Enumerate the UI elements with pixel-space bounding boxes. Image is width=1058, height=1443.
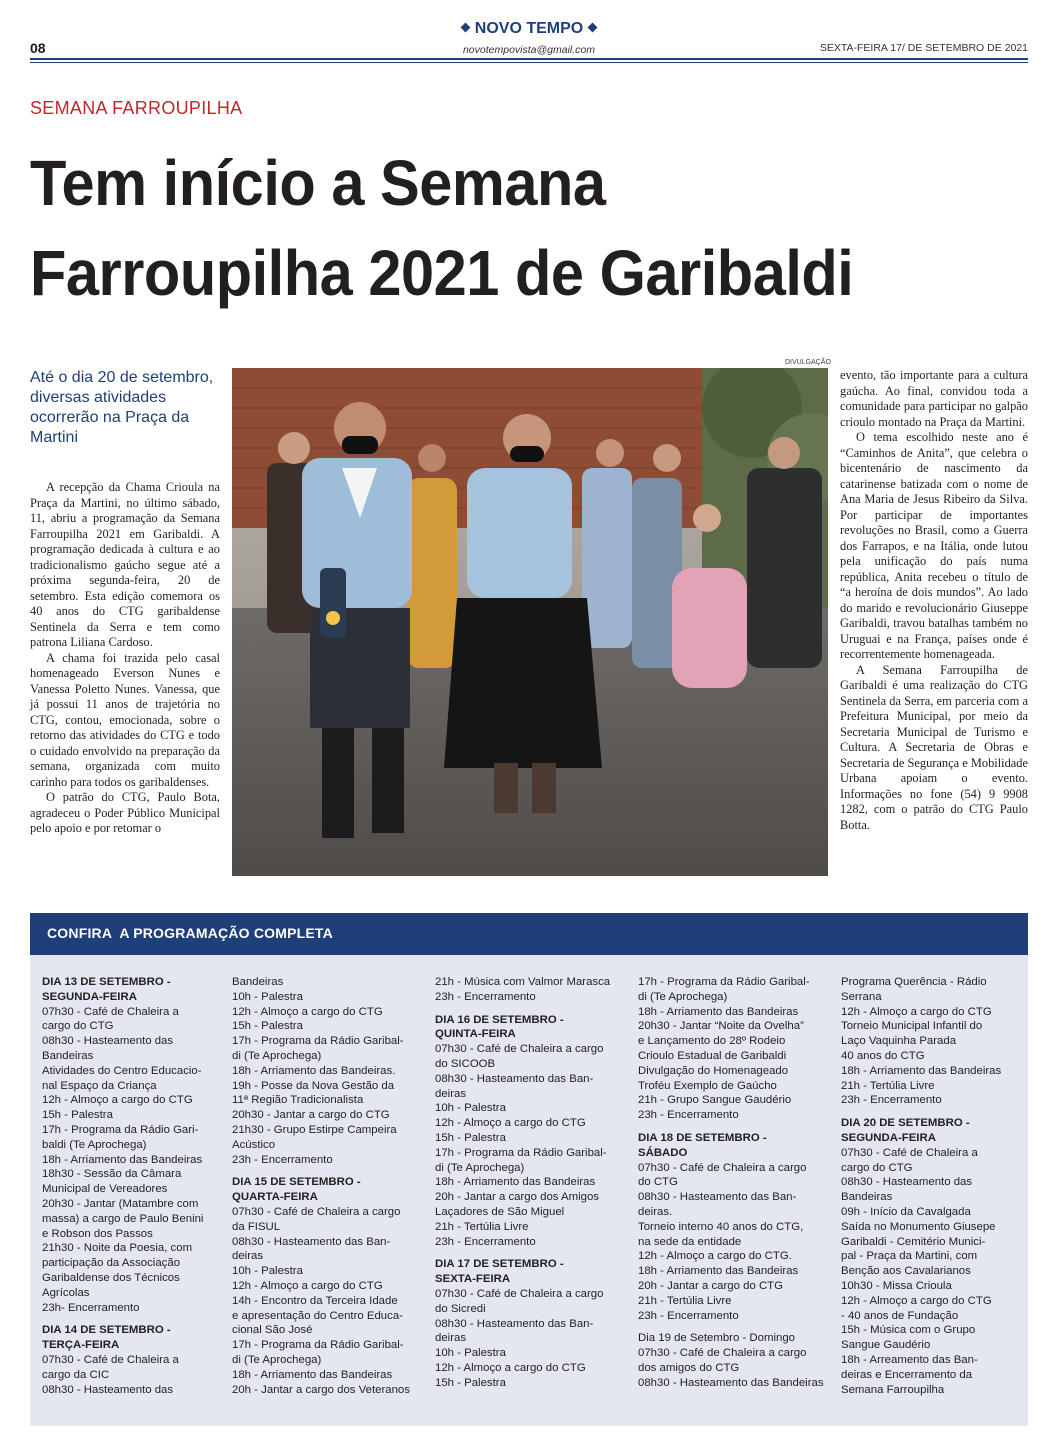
article-body-right [840, 368, 1028, 833]
article-paragraph: A Semana Farroupilha de Garibaldi é uma realização do CTG Sentinela da Serra, em parceria com a Prefeitura Municipal, por meio da Secretaria Municipal de Turismo e Cultura. A Secretaria de Obras e Secretaria de Segurança e Mobilidade Urbana apoiam o evento. Informações no fone (54) 9 9908 1282, com o patrão do CTG Paulo Botta. [840, 662, 1028, 832]
program-item: baldi (Te Aprochega) [42, 1138, 147, 1151]
program-item: 14h - Encontro da Terceira Idade [232, 1294, 398, 1307]
program-item: cargo do CTG [42, 1020, 114, 1033]
program-item: e Lançamento do 28º Rodeio [638, 1035, 786, 1048]
program-item: 08h30 - Hasteamento das Ban- [435, 1317, 594, 1330]
program-day-heading: DIA 13 DE SETEMBRO - [42, 976, 171, 988]
program-item: e Robson dos Passos [42, 1227, 153, 1240]
program-item: 21h30 - Noite da Poesia, com [42, 1242, 193, 1255]
program-item: 10h - Palestra [435, 1347, 506, 1360]
program-spacer [638, 1123, 828, 1131]
program-item: Municipal de Vereadores [42, 1183, 168, 1196]
program-item: 12h - Almoço a cargo do CTG [841, 1005, 992, 1018]
article-lead: Até o dia 20 de setembro, diversas atividades ocorrerão na Praça da Martini [30, 369, 214, 446]
program-item: Dia 19 de Setembro - Domingo [638, 1332, 796, 1345]
headline-line-1: Tem início a Semana [30, 147, 606, 219]
program-item: 20h30 - Jantar (Matambre com [42, 1197, 199, 1210]
program-item: 21h - Grupo Sangue Gaudério [638, 1094, 792, 1107]
program-item: 21h - Música com Valmor Marasca [435, 976, 611, 988]
program-item: 15h - Música com o Grupo [841, 1324, 976, 1337]
program-item: 12h - Almoço a cargo do CTG [232, 1005, 383, 1018]
program-item: e apresentação do Centro Educa- [232, 1309, 403, 1322]
article-paragraph: A chama foi trazida pelo casal homenageado Everson Nunes e Vanessa Poletto Nunes. Vanessa, que já possui 11 anos de trajetória no CTG, contou, emocionada, sobre o retorno das atividades do CTG e todo o cuidado envolvido na preparação da semana, organizada com muito carinho para todos os garibaldenses. [30, 650, 220, 789]
program-item: 18h - Arreamento das Ban- [841, 1353, 978, 1366]
program-item: Divulgação do Homenageado [638, 1064, 789, 1077]
program-item: deiras e Encerramento da [841, 1368, 973, 1381]
program-item: do Sicredi [435, 1302, 486, 1315]
article-paragraph: A recepção da Chama Crioula na Praça da Martini, no último sábado, 11, abriu a programação da Semana Farroupilha 2021 em Garibaldi. A programação dedicada à cultura e ao tradicionalismo gaúcho segue até a próxima segunda-feira, 20 de setembro. Esta edição comemora os 40 anos do CTG garibaldense Sentinela da Serra e tem como patrona Liliana Cardoso. [30, 480, 220, 649]
program-item: Laço Vaquinha Parada [841, 1035, 957, 1048]
page-number: 08 [30, 40, 46, 56]
program-day-heading: DIA 16 DE SETEMBRO - [435, 1013, 564, 1026]
program-item: 07h30 - Café de Chaleira a cargo [232, 1205, 401, 1218]
program-item: Serrana [841, 990, 882, 1003]
program-item: 23h - Encerramento [435, 990, 536, 1003]
program-spacer [232, 1167, 422, 1175]
article-paragraph: O patrão do CTG, Paulo Bota, agradeceu o Poder Público Municipal pelo apoio e por retomar o [30, 790, 220, 835]
program-item: 18h - Arriamento das Bandeiras [42, 1153, 203, 1166]
program-item: 20h - Jantar a cargo dos Veteranos [232, 1383, 410, 1396]
program-item: 10h30 - Missa Crioula [841, 1279, 952, 1292]
program-item: 18h30 - Sessão da Câmara [42, 1168, 182, 1181]
program-item: 07h30 - Café de Chaleira a cargo [435, 1043, 604, 1056]
masthead-rule-thin [30, 62, 1028, 63]
program-column-5 [841, 975, 1031, 1397]
program-item: 07h30 - Café de Chaleira a cargo [435, 1287, 604, 1300]
program-item: 08h30 - Hasteamento das Ban- [232, 1235, 391, 1248]
program-item: 21h - Tertúlia Livre [841, 1079, 935, 1092]
program-day-heading: DIA 20 DE SETEMBRO - [841, 1117, 970, 1130]
program-spacer [435, 1005, 625, 1013]
program-item: Bandeiras [841, 1191, 893, 1204]
program-item: 07h30 - Café de Chaleira a [42, 1005, 179, 1018]
program-item: di (Te Aprochega) [232, 1353, 322, 1366]
contact-email: novotempovista@gmail.com [462, 44, 596, 56]
program-item: participação da Associação [42, 1257, 181, 1270]
program-item: 18h - Arriamento das Bandeiras [232, 1368, 393, 1381]
program-item: 18h - Arriamento das Bandeiras [638, 1005, 799, 1018]
program-day-heading: SEGUNDA-FEIRA [841, 1131, 936, 1144]
program-day-heading: SEGUNDA-FEIRA [42, 990, 137, 1003]
program-item: 21h30 - Grupo Estirpe Campeira [232, 1123, 397, 1136]
article-paragraph: O tema escolhido neste ano é “Caminhos de Anita”, que celebra o bicentenário de nascimento da catarinense batizada com o nome de Ana Maria de Jesus Ribeiro da Silva. Por participar de importantes revoluções no Brasil, como a Guerra dos Farrapos, e na Itália, onde lutou pela unificação do país numa república, Anita recebeu o título de “a heroína de dois mundos”. Ao lado do marido e revolucionário Giuseppe Garibaldi, travou batalhas também no Uruguai e na França, países onde é recorrentemente homenageada. [840, 430, 1028, 661]
program-item: 15h - Palestra [232, 1020, 303, 1033]
edition-date: SEXTA-FEIRA 17/ DE SETEMBRO DE 2021 [819, 42, 1028, 54]
brand-name: NOVO TEMPO [474, 20, 584, 37]
program-item: - 40 anos de Fundação [841, 1309, 959, 1322]
program-item: Laçadores de São Miguel [435, 1205, 565, 1218]
program-item: 23h - Encerramento [638, 1309, 739, 1322]
program-item: 17h - Programa da Rádio Garibal- [232, 1339, 404, 1352]
program-item: do CTG [638, 1176, 678, 1189]
program-item: di (Te Aprochega) [232, 1049, 322, 1062]
program-item: 08h30 - Hasteamento das [42, 1035, 174, 1048]
program-item: Benção aos Cavalarianos [841, 1265, 971, 1278]
program-column-2 [232, 975, 422, 1397]
program-item: 08h30 - Hasteamento das Ban- [435, 1072, 594, 1085]
program-item: 08h30 - Hasteamento das Ban- [638, 1191, 797, 1204]
program-item: 08h30 - Hasteamento das [42, 1383, 174, 1396]
program-item: 10h - Palestra [435, 1102, 506, 1115]
program-item: cargo do CTG [841, 1161, 913, 1174]
program-header [30, 913, 1028, 955]
program-item: 07h30 - Café de Chaleira a [841, 1146, 978, 1159]
program-item: di (Te Aprochega) [638, 990, 728, 1003]
program-item: 20h30 - Jantar “Noite da Ovelha” [638, 1020, 804, 1033]
section-label: SEMANA FARROUPILHA [30, 98, 243, 118]
program-item: 12h - Almoço a cargo do CTG [435, 1117, 586, 1130]
program-item: da FISUL [232, 1220, 281, 1233]
program-day-heading: SÁBADO [638, 1146, 688, 1159]
program-item: 18h - Arriamento das Bandeiras [638, 1265, 799, 1278]
program-item: Garibaldense dos Técnicos [42, 1271, 180, 1284]
program-item: 18h - Arriamento das Bandeiras [841, 1064, 1002, 1077]
program-item: Programa Querência - Rádio [841, 976, 987, 988]
event-photo [232, 368, 828, 876]
program-item: di (Te Aprochega) [435, 1161, 525, 1174]
program-item: 23h- Encerramento [42, 1301, 140, 1314]
masthead-rule [30, 58, 1028, 60]
program-item: 09h - Início da Cavalgada [841, 1205, 971, 1218]
program-item: Sangue Gaudério [841, 1339, 931, 1352]
program-day-heading: SEXTA-FEIRA [435, 1273, 511, 1286]
program-item: na sede da entidade [638, 1235, 742, 1248]
program-item: 07h30 - Café de Chaleira a cargo [638, 1161, 807, 1174]
program-column-1 [42, 975, 232, 1397]
program-item: Garibaldi - Cemitério Munici- [841, 1235, 986, 1248]
program-item: 23h - Encerramento [232, 1153, 333, 1166]
program-item: Atividades do Centro Educacio- [42, 1064, 202, 1077]
program-item: cargo da CIC [42, 1368, 110, 1381]
program-item: 20h - Jantar a cargo do CTG [638, 1279, 783, 1292]
program-column-3 [435, 975, 625, 1391]
program-item: nal Espaço da Criança [42, 1079, 157, 1092]
program-item: deiras. [638, 1205, 673, 1218]
program-day-heading: QUARTA-FEIRA [232, 1191, 318, 1204]
program-item: 18h - Arriamento das Bandeiras. [232, 1064, 396, 1077]
program-item: 12h - Almoço a cargo do CTG [841, 1294, 992, 1307]
program-item: 17h - Programa da Rádio Garibal- [435, 1146, 607, 1159]
program-item: 20h30 - Jantar a cargo do CTG [232, 1109, 390, 1122]
program-spacer [638, 1323, 828, 1331]
article-body-left [30, 480, 220, 837]
program-item: 15h - Palestra [435, 1131, 506, 1144]
photo-credit: DIVULGAÇÃO [785, 359, 831, 366]
program-item: deiras [435, 1332, 467, 1345]
program-day-heading: DIA 17 DE SETEMBRO - [435, 1258, 564, 1271]
program-item: 08h30 - Hasteamento das [841, 1176, 973, 1189]
program-item: Agrícolas [42, 1286, 90, 1299]
headline [30, 138, 969, 318]
program-item: Torneio interno 40 anos do CTG, [638, 1220, 804, 1233]
program-item: Semana Farroupilha [841, 1383, 945, 1396]
program-item: 18h - Arriamento das Bandeiras [435, 1176, 596, 1189]
program-item: 17h - Programa da Rádio Garibal- [232, 1035, 404, 1048]
headline-line-2: Farroupilha 2021 de Garibaldi [30, 237, 854, 309]
program-item: 21h - Tertúlia Livre [435, 1220, 529, 1233]
program-item: deiras [232, 1250, 264, 1263]
program-item: Saída no Monumento Giusepe [841, 1220, 996, 1233]
program-item: 20h - Jantar a cargo dos Amigos [435, 1191, 599, 1204]
program-item: Acústico [232, 1138, 276, 1151]
program-spacer [841, 1108, 1031, 1116]
program-spacer [42, 1315, 232, 1323]
program-day-heading: QUINTA-FEIRA [435, 1028, 516, 1041]
program-item: 10h - Palestra [232, 1265, 303, 1278]
program-item: pal - Praça da Martini, com [841, 1250, 978, 1263]
diamond-left-icon [460, 23, 470, 33]
program-item: 07h30 - Café de Chaleira a [42, 1353, 179, 1366]
program-item: 12h - Almoço a cargo do CTG [232, 1279, 383, 1292]
program-day-heading: DIA 14 DE SETEMBRO - [42, 1324, 171, 1337]
program-spacer [435, 1249, 625, 1257]
program-item: 23h - Encerramento [435, 1235, 536, 1248]
program-item: 12h - Almoço a cargo do CTG [42, 1094, 193, 1107]
program-item: Troféu Exemplo de Gaúcho [638, 1079, 777, 1092]
program-item: do SICOOB [435, 1057, 496, 1070]
program-day-heading: TERÇA-FEIRA [42, 1339, 120, 1352]
program-item: 15h - Palestra [42, 1109, 113, 1122]
program-item: 40 anos do CTG [841, 1049, 925, 1062]
program-item: 17h - Programa da Rádio Garibal- [638, 976, 810, 988]
program-column-4 [638, 975, 828, 1391]
program-item: 07h30 - Café de Chaleira a cargo [638, 1347, 807, 1360]
program-item: 11ª Região Tradicionalista [232, 1094, 364, 1107]
program-item: dos amigos do CTG [638, 1361, 740, 1374]
program-item: Bandeiras [42, 1049, 94, 1062]
program-item: 10h - Palestra [232, 990, 303, 1003]
program-item: 08h30 - Hasteamento das Bandeiras [638, 1376, 824, 1389]
program-day-heading: DIA 18 DE SETEMBRO - [638, 1131, 767, 1144]
program-item: 15h - Palestra [435, 1376, 506, 1389]
program-item: Bandeiras [232, 976, 284, 988]
program-title: CONFIRA A PROGRAMAÇÃO COMPLETA [47, 925, 333, 941]
program-item: 12h - Almoço a cargo do CTG. [638, 1250, 792, 1263]
program-item: 23h - Encerramento [638, 1109, 739, 1122]
program-item: 19h - Posse da Nova Gestão da [232, 1079, 395, 1092]
program-item: 17h - Programa da Rádio Gari- [42, 1123, 199, 1136]
program-item: 23h - Encerramento [841, 1094, 942, 1107]
program-item: Crioulo Estadual de Garibaldi [638, 1049, 787, 1062]
program-item: 12h - Almoço a cargo do CTG [435, 1361, 586, 1374]
program-item: 21h - Tertúlia Livre [638, 1294, 732, 1307]
program-item: massa) a cargo de Paulo Benini [42, 1212, 204, 1225]
event-photo-illustration [232, 368, 828, 876]
diamond-right-icon [588, 23, 598, 33]
program-day-heading: DIA 15 DE SETEMBRO - [232, 1176, 361, 1189]
program-box [30, 913, 1028, 1426]
article-paragraph: evento, tão importante para a cultura gaúcha. Ao final, convidou toda a comunidade para participar no galpão crioulo montado na Praça da Martini. [840, 368, 1028, 429]
newspaper-brand [0, 20, 1058, 38]
program-item: deiras [435, 1087, 467, 1100]
program-item: cional São José [232, 1324, 313, 1337]
program-item: Torneio Municipal Infantil do [841, 1020, 983, 1033]
